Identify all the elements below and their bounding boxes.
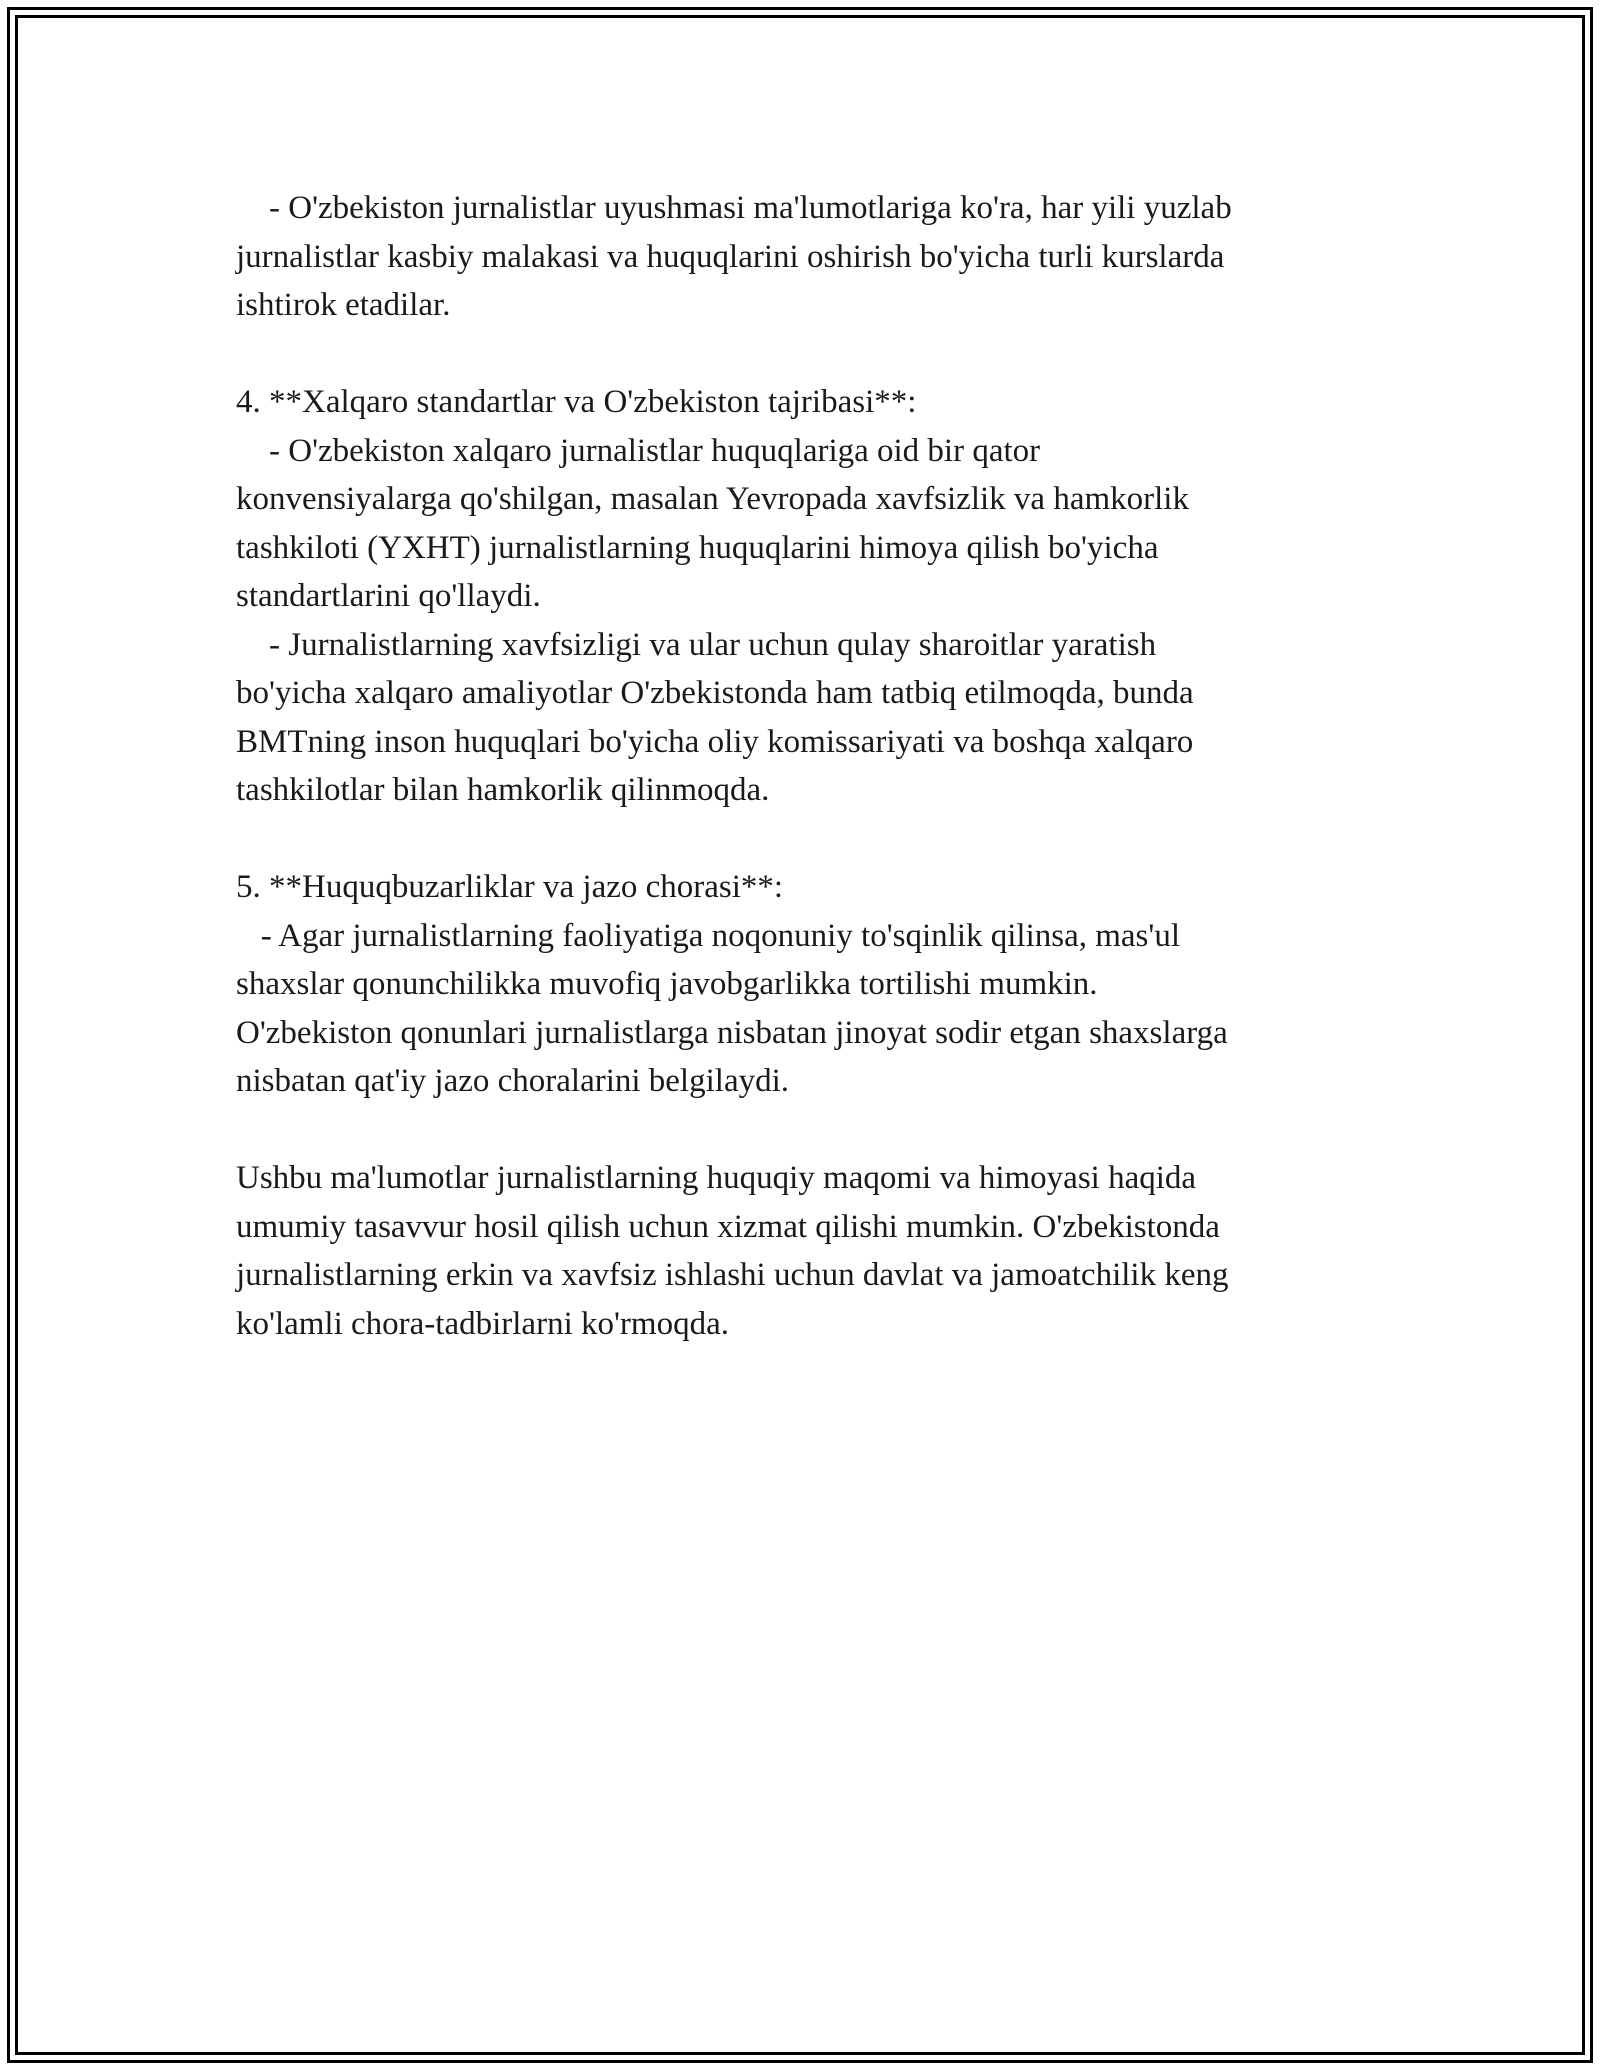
paragraph-spacer bbox=[236, 330, 1376, 379]
text-line: konvensiyalarga qo'shilgan, masalan Yevropada xavfsizlik va hamkorlik bbox=[236, 481, 1189, 517]
text-line: bo'yicha xalqaro amaliyotlar O'zbekistonda ham tatbiq etilmoqda, bunda bbox=[236, 675, 1194, 711]
text-line: - O'zbekiston xalqaro jurnalistlar huquqlariga oid bir qator bbox=[236, 432, 1041, 469]
section-5-heading: 5. **Huquqbuzarliklar va jazo chorasi**: bbox=[236, 869, 784, 905]
text-line: tashkilotlar bilan hamkorlik qilinmoqda. bbox=[236, 772, 770, 808]
text-line: standartlarini qo'llaydi. bbox=[236, 578, 541, 614]
text-line: ishtirok etadilar. bbox=[236, 287, 451, 323]
paragraph-conclusion bbox=[236, 1154, 1376, 1348]
section-4-heading: 4. **Xalqaro standartlar va O'zbekiston tajribasi**: bbox=[236, 384, 917, 420]
paragraph-spacer bbox=[236, 1106, 1376, 1155]
text-line: BMTning inson huquqlari bo'yicha oliy komissariyati va boshqa xalqaro bbox=[236, 723, 1194, 760]
text-line: O'zbekiston qonunlari jurnalistlarga nisbatan jinoyat sodir etgan shaxslarga bbox=[236, 1014, 1228, 1051]
text-line: ko'lamli chora-tadbirlarni ko'rmoqda. bbox=[236, 1305, 729, 1342]
section-5 bbox=[236, 863, 1376, 1106]
text-line: Ushbu ma'lumotlar jurnalistlarning huquqiy maqomi va himoyasi haqida bbox=[236, 1160, 1197, 1196]
paragraph-intro bbox=[236, 184, 1376, 330]
document-body bbox=[236, 184, 1376, 1348]
text-line: - Jurnalistlarning xavfsizligi va ular uchun qulay sharoitlar yaratish bbox=[236, 626, 1157, 663]
paragraph-spacer bbox=[236, 815, 1376, 864]
text-line: jurnalistlarning erkin va xavfsiz ishlashi uchun davlat va jamoatchilik keng bbox=[236, 1257, 1229, 1293]
text-line: jurnalistlar kasbiy malakasi va huquqlarini oshirish bo'yicha turli kurslarda bbox=[236, 238, 1225, 275]
text-line: - O'zbekiston jurnalistlar uyushmasi ma'lumotlariga ko'ra, har yili yuzlab bbox=[236, 190, 1232, 226]
section-4 bbox=[236, 378, 1376, 815]
text-line: shaxslar qonunchilikka muvofiq javobgarlikka tortilishi mumkin. bbox=[236, 966, 1098, 1002]
text-line: umumiy tasavvur hosil qilish uchun xizmat qilishi mumkin. O'zbekistonda bbox=[236, 1208, 1220, 1245]
text-line: tashkiloti (YXHT) jurnalistlarning huquqlarini himoya qilish bo'yicha bbox=[236, 529, 1159, 566]
text-line: nisbatan qat'iy jazo choralarini belgilaydi. bbox=[236, 1063, 790, 1099]
text-line: - Agar jurnalistlarning faoliyatiga noqonuniy to'sqinlik qilinsa, mas'ul bbox=[236, 917, 1181, 954]
